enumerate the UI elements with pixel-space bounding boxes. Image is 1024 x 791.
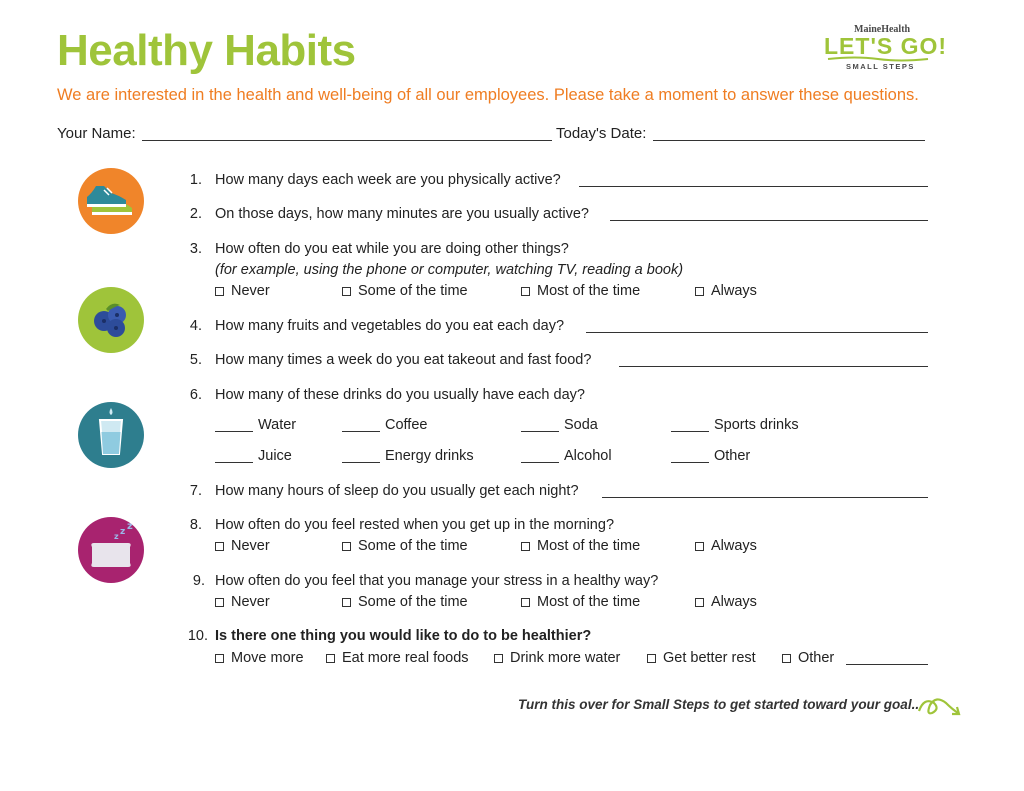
date-label: Today's Date:	[556, 125, 647, 142]
blank-line[interactable]	[521, 449, 559, 463]
drink-label: Juice	[258, 448, 292, 464]
drink-label: Coffee	[385, 417, 428, 433]
goal-option-other[interactable]	[782, 650, 834, 666]
checkbox[interactable]	[521, 542, 530, 551]
goal-option-move[interactable]	[215, 650, 304, 666]
option-label: Always	[711, 594, 757, 610]
question-number: 3.	[189, 241, 202, 257]
q3-option-never[interactable]	[215, 283, 270, 299]
pillow-sleep-icon	[78, 517, 144, 583]
q3-option-always[interactable]	[695, 283, 757, 299]
blank-line[interactable]	[215, 449, 253, 463]
water-glass-icon	[78, 402, 144, 468]
checkbox[interactable]	[342, 598, 351, 607]
option-label: Some of the time	[358, 283, 468, 299]
page-title: Healthy Habits	[57, 26, 356, 75]
blank-line[interactable]	[671, 449, 709, 463]
drink-label: Soda	[564, 417, 598, 433]
drink-water-field[interactable]	[215, 417, 296, 433]
question-2-answer[interactable]	[610, 220, 928, 221]
question-5-text: How many times a week do you eat takeout and fast food?	[215, 352, 592, 368]
question-3-note: (for example, using the phone or computer, watching TV, reading a book)	[215, 262, 684, 278]
question-1-answer[interactable]	[579, 186, 928, 187]
drink-energy-field[interactable]	[342, 448, 474, 464]
page-subtitle: We are interested in the health and well-being of all our employees. Please take a moment to answer these questions.	[57, 86, 919, 104]
logo-sub-text: SMALL STEPS	[846, 62, 915, 71]
question-7-answer[interactable]	[602, 497, 928, 498]
svg-text:z: z	[120, 527, 126, 537]
q9-option-never[interactable]	[215, 594, 270, 610]
logo-main-text: LET'S GO!	[824, 33, 948, 59]
question-10-text: Is there one thing you would like to do to be healthier?	[215, 628, 592, 644]
option-label: Always	[711, 538, 757, 554]
drink-soda-field[interactable]	[521, 417, 598, 433]
question-number: 4.	[189, 318, 202, 334]
drink-label: Other	[714, 448, 751, 464]
question-number: 2.	[189, 206, 202, 222]
drink-sports-field[interactable]	[671, 417, 799, 433]
option-label: Always	[711, 283, 757, 299]
goal-other-answer[interactable]	[846, 664, 928, 665]
checkbox[interactable]	[521, 598, 530, 607]
checkbox[interactable]	[326, 654, 335, 663]
question-number: 9.	[192, 573, 205, 589]
option-label: Never	[231, 283, 270, 299]
option-label: Eat more real foods	[342, 650, 469, 666]
q8-option-always[interactable]	[695, 538, 757, 554]
q9-option-some[interactable]	[342, 594, 468, 610]
drink-label: Sports drinks	[714, 417, 799, 433]
question-number: 1.	[189, 172, 202, 188]
checkbox[interactable]	[521, 287, 530, 296]
option-label: Never	[231, 594, 270, 610]
drink-label: Energy drinks	[385, 448, 474, 464]
blank-line[interactable]	[521, 418, 559, 432]
checkbox[interactable]	[215, 542, 224, 551]
option-label: Most of the time	[537, 594, 641, 610]
sneaker-icon	[78, 168, 144, 234]
svg-text:z: z	[114, 532, 119, 541]
question-3-text: How often do you eat while you are doing other things?	[215, 241, 569, 257]
date-field[interactable]	[653, 140, 925, 141]
drink-other-field[interactable]	[671, 448, 750, 464]
svg-text:z: z	[127, 521, 133, 532]
option-label: Most of the time	[537, 538, 641, 554]
checkbox[interactable]	[342, 542, 351, 551]
q8-option-most[interactable]	[521, 538, 640, 554]
drink-juice-field[interactable]	[215, 448, 292, 464]
q8-option-some[interactable]	[342, 538, 468, 554]
checkbox[interactable]	[494, 654, 503, 663]
drink-coffee-field[interactable]	[342, 417, 427, 433]
checkbox[interactable]	[215, 654, 224, 663]
checkbox[interactable]	[342, 287, 351, 296]
goal-option-water[interactable]	[494, 650, 620, 666]
q3-option-some[interactable]	[342, 283, 468, 299]
question-9-text: How often do you feel that you manage your stress in a healthy way?	[215, 573, 659, 589]
option-label: Never	[231, 538, 270, 554]
blank-line[interactable]	[342, 418, 380, 432]
question-6-text: How many of these drinks do you usually have each day?	[215, 387, 585, 403]
blank-line[interactable]	[215, 418, 253, 432]
q8-option-never[interactable]	[215, 538, 270, 554]
checkbox[interactable]	[695, 542, 704, 551]
question-number: 10.	[187, 628, 208, 644]
drink-label: Alcohol	[564, 448, 612, 464]
option-label: Some of the time	[358, 538, 468, 554]
drink-alcohol-field[interactable]	[521, 448, 612, 464]
question-number: 6.	[189, 387, 202, 403]
blueberries-icon	[78, 287, 144, 353]
question-8-text: How often do you feel rested when you get up in the morning?	[215, 517, 615, 533]
checkbox[interactable]	[782, 654, 791, 663]
checkbox[interactable]	[215, 287, 224, 296]
question-number: 8.	[189, 517, 202, 533]
drink-label: Water	[258, 417, 297, 433]
option-label: Move more	[231, 650, 304, 666]
checkbox[interactable]	[695, 287, 704, 296]
curly-arrow-icon	[916, 693, 964, 721]
q9-option-always[interactable]	[695, 594, 757, 610]
question-2-text: On those days, how many minutes are you usually active?	[215, 206, 589, 222]
question-number: 5.	[189, 352, 202, 368]
question-4-answer[interactable]	[586, 332, 928, 333]
name-field[interactable]	[142, 140, 552, 141]
logo-org-text: MaineHealth	[854, 24, 911, 35]
checkbox[interactable]	[215, 598, 224, 607]
goal-option-eat[interactable]	[326, 650, 469, 666]
question-5-answer[interactable]	[619, 366, 928, 367]
option-label: Most of the time	[537, 283, 641, 299]
goal-option-rest[interactable]	[647, 650, 756, 666]
option-label: Drink more water	[510, 650, 621, 666]
checkbox[interactable]	[647, 654, 656, 663]
question-number: 7.	[189, 483, 202, 499]
question-4-text: How many fruits and vegetables do you eat each day?	[215, 318, 565, 334]
blank-line[interactable]	[342, 449, 380, 463]
question-7-text: How many hours of sleep do you usually get each night?	[215, 483, 579, 499]
option-label: Get better rest	[663, 650, 756, 666]
name-label: Your Name:	[57, 125, 136, 142]
option-label: Other	[798, 650, 835, 666]
question-1-text: How many days each week are you physically active?	[215, 172, 561, 188]
footer-note: Turn this over for Small Steps to get started toward your goal..	[518, 697, 920, 712]
blank-line[interactable]	[671, 418, 709, 432]
q9-option-most[interactable]	[521, 594, 640, 610]
checkbox[interactable]	[695, 598, 704, 607]
option-label: Some of the time	[358, 594, 468, 610]
q3-option-most[interactable]	[521, 283, 640, 299]
